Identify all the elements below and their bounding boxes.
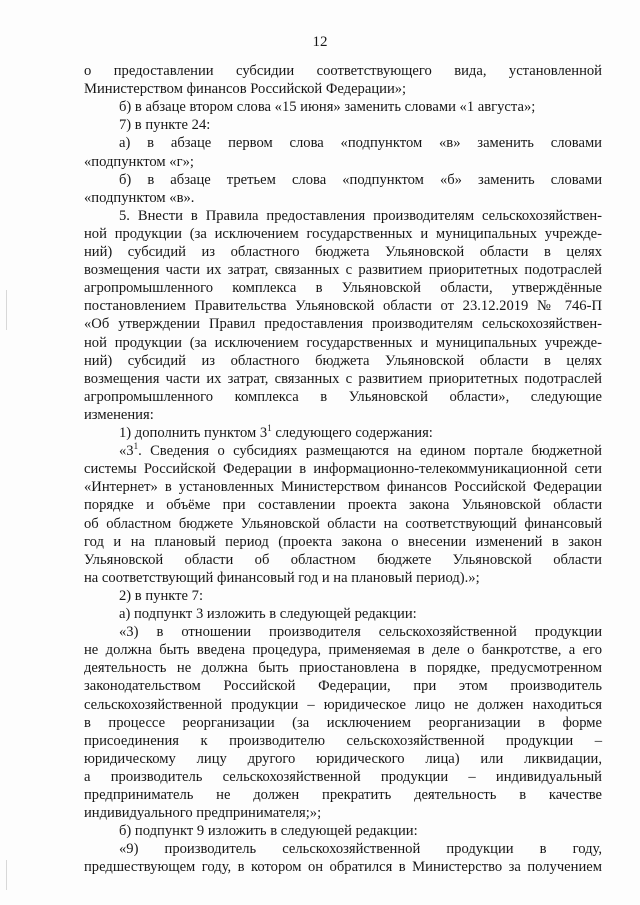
text-line (84, 768, 602, 786)
text-line (84, 496, 602, 514)
text-line (84, 352, 602, 370)
text-line-content: а производитель сельскохозяйственной продукции – индивидуальный (84, 768, 602, 785)
text-line-content: б) в абзаце третьем слова «подпунктом «б» заменить словами (119, 171, 602, 188)
text-line-content: о предоставлении субсидии соответствующего вида, установленной (84, 63, 602, 79)
text-line (84, 153, 602, 171)
text-line (119, 134, 602, 152)
text-line (84, 388, 602, 406)
text-line-content: ний) субсидий из областного бюджета Ульяновской области в целях (84, 244, 602, 260)
text-line-content: год и на плановый период (проекта закона о внесении изменений в закон (84, 533, 602, 550)
text-line (84, 297, 602, 315)
text-line-content: возмещения части их затрат, связанных с развитием приоритетных подотраслей (84, 370, 602, 387)
text-line (84, 315, 602, 333)
text-line-content: юридическому лицу другого юридического лица) или ликвидации, (84, 750, 602, 767)
text-line-content: об областном бюджете Ульяновской области на соответствующий финансовый (84, 515, 602, 532)
text-line (84, 62, 602, 80)
text-line (84, 334, 602, 352)
text-line-content: «подпунктом «в». (84, 189, 195, 206)
text-line (84, 225, 602, 243)
text-line (84, 189, 602, 207)
text-line-content: «3) в отношении производителя сельскохозяйственной продукции (119, 624, 602, 641)
text-line (119, 822, 602, 840)
text-line (84, 677, 602, 695)
text-line-content: «подпунктом «г»; (84, 153, 194, 170)
text-line-content: агропромышленного комплекса в Ульяновской области, утверждённые (84, 280, 602, 297)
scan-edge-mark (6, 860, 7, 890)
text-line (84, 279, 602, 297)
text-line-content: 1) дополнить пунктом 3 (119, 425, 268, 441)
text-line (84, 243, 602, 261)
text-line-content: 5. Внести в Правила предоставления производителям сельскохозяйствен- (119, 207, 602, 224)
text-line (84, 858, 602, 876)
text-line-content: сельскохозяйственной продукции – юридическое лицо не должен находиться (84, 696, 602, 713)
text-line-continuation: . Сведения о субсидиях размещаются на едином портале бюджетной (138, 443, 602, 460)
text-line-content: ний) субсидий из областного бюджета Ульяновской области в целях (84, 352, 602, 369)
text-line (119, 442, 602, 460)
text-line-content: постановлением Правительства Ульяновской области от 23.12.2019 № 746-П (84, 298, 602, 315)
text-line-content: «9) производитель сельскохозяйственной продукции в году, (119, 841, 602, 858)
text-line-content: «3 (119, 443, 134, 460)
text-line-content: а) в абзаце первом слова «подпунктом «в» заменить словами (119, 135, 602, 152)
text-line (84, 696, 602, 714)
text-line (119, 171, 602, 189)
text-line (119, 623, 602, 641)
text-line (119, 116, 602, 134)
text-line-content: а) подпункт 3 изложить в следующей редакции: (119, 606, 417, 622)
text-line (84, 261, 602, 279)
text-line (119, 840, 602, 858)
text-line (84, 659, 602, 677)
text-line (119, 587, 602, 605)
text-line (84, 641, 602, 659)
text-line (119, 424, 602, 442)
text-line-content: агропромышленного комплекса в Ульяновской области», следующие (84, 388, 602, 405)
text-line-content: б) подпункт 9 изложить в следующей редакции: (119, 823, 418, 840)
text-line-content: Министерством финансов Российской Федерации»; (84, 81, 407, 98)
text-line-content: 7) в пункте 24: (119, 117, 211, 134)
superscript-index: 1 (133, 441, 139, 452)
text-line-content: б) в абзаце втором слова «15 июня» заменить словами «1 августа»; (119, 99, 536, 116)
text-line (84, 406, 602, 424)
text-line (84, 732, 602, 750)
page-number: 12 (312, 34, 328, 50)
text-line (119, 605, 602, 623)
text-line-content: системы Российской Федерации в информационно-телекоммуникационной сети (84, 461, 602, 478)
text-line (84, 460, 602, 478)
text-line (84, 551, 602, 569)
text-line-content: ной продукции (за исключением государственных и муниципальных учрежде- (84, 334, 602, 351)
text-line-content: «Об утверждении Правил предоставления производителям сельскохозяйствен- (84, 316, 602, 333)
text-line (84, 533, 602, 551)
text-line (84, 569, 602, 587)
text-line-content: изменения: (84, 406, 154, 423)
text-line-content: законодательством Российской Федерации, при этом производитель (84, 678, 602, 695)
text-line-content: деятельность не должна быть приостановлена в порядке, предусмотренном (84, 660, 602, 677)
text-line (84, 786, 602, 804)
text-line (84, 478, 602, 496)
text-line-continuation: следующего содержания: (271, 425, 433, 441)
text-line-content: в процессе реорганизации (за исключением реорганизации в форме (84, 714, 602, 731)
text-line-content: порядке и объёме при составлении проекта закона Ульяновской области (84, 497, 602, 514)
text-line-content: присоединения к производителю сельскохозяйственной продукции – (84, 732, 602, 749)
text-line (84, 370, 602, 388)
text-line-content: ной продукции (за исключением государственных и муниципальных учрежде- (84, 225, 602, 242)
text-line-content: «Интернет» в установленных Министерством финансов Российской Федерации (84, 479, 602, 496)
text-line-content: предприниматель не должен прекратить деятельность в качестве (84, 787, 602, 803)
text-line (119, 98, 602, 116)
text-line (84, 750, 602, 768)
text-line-content: на соответствующий финансовый год и на плановый период).»; (84, 569, 480, 586)
superscript-index: 1 (267, 423, 272, 433)
text-line (84, 80, 602, 98)
text-line-content: индивидуального предпринимателя;»; (84, 805, 322, 822)
text-line (119, 207, 602, 225)
text-line-content: возмещения части их затрат, связанных с развитием приоритетных подотраслей (84, 262, 602, 279)
scan-edge-mark (6, 290, 7, 330)
text-line-content: 2) в пункте 7: (119, 587, 204, 604)
text-line-content: предшествующем году, в котором он обратился в Министерство за получением (84, 859, 602, 876)
text-line-content: не должна быть введена процедура, применяемая в деле о банкротстве, а его (84, 642, 602, 659)
text-line (84, 804, 602, 822)
text-line (84, 515, 602, 533)
text-line-content: Ульяновской области об областном бюджете Ульяновской области (84, 551, 602, 568)
text-line (84, 714, 602, 732)
